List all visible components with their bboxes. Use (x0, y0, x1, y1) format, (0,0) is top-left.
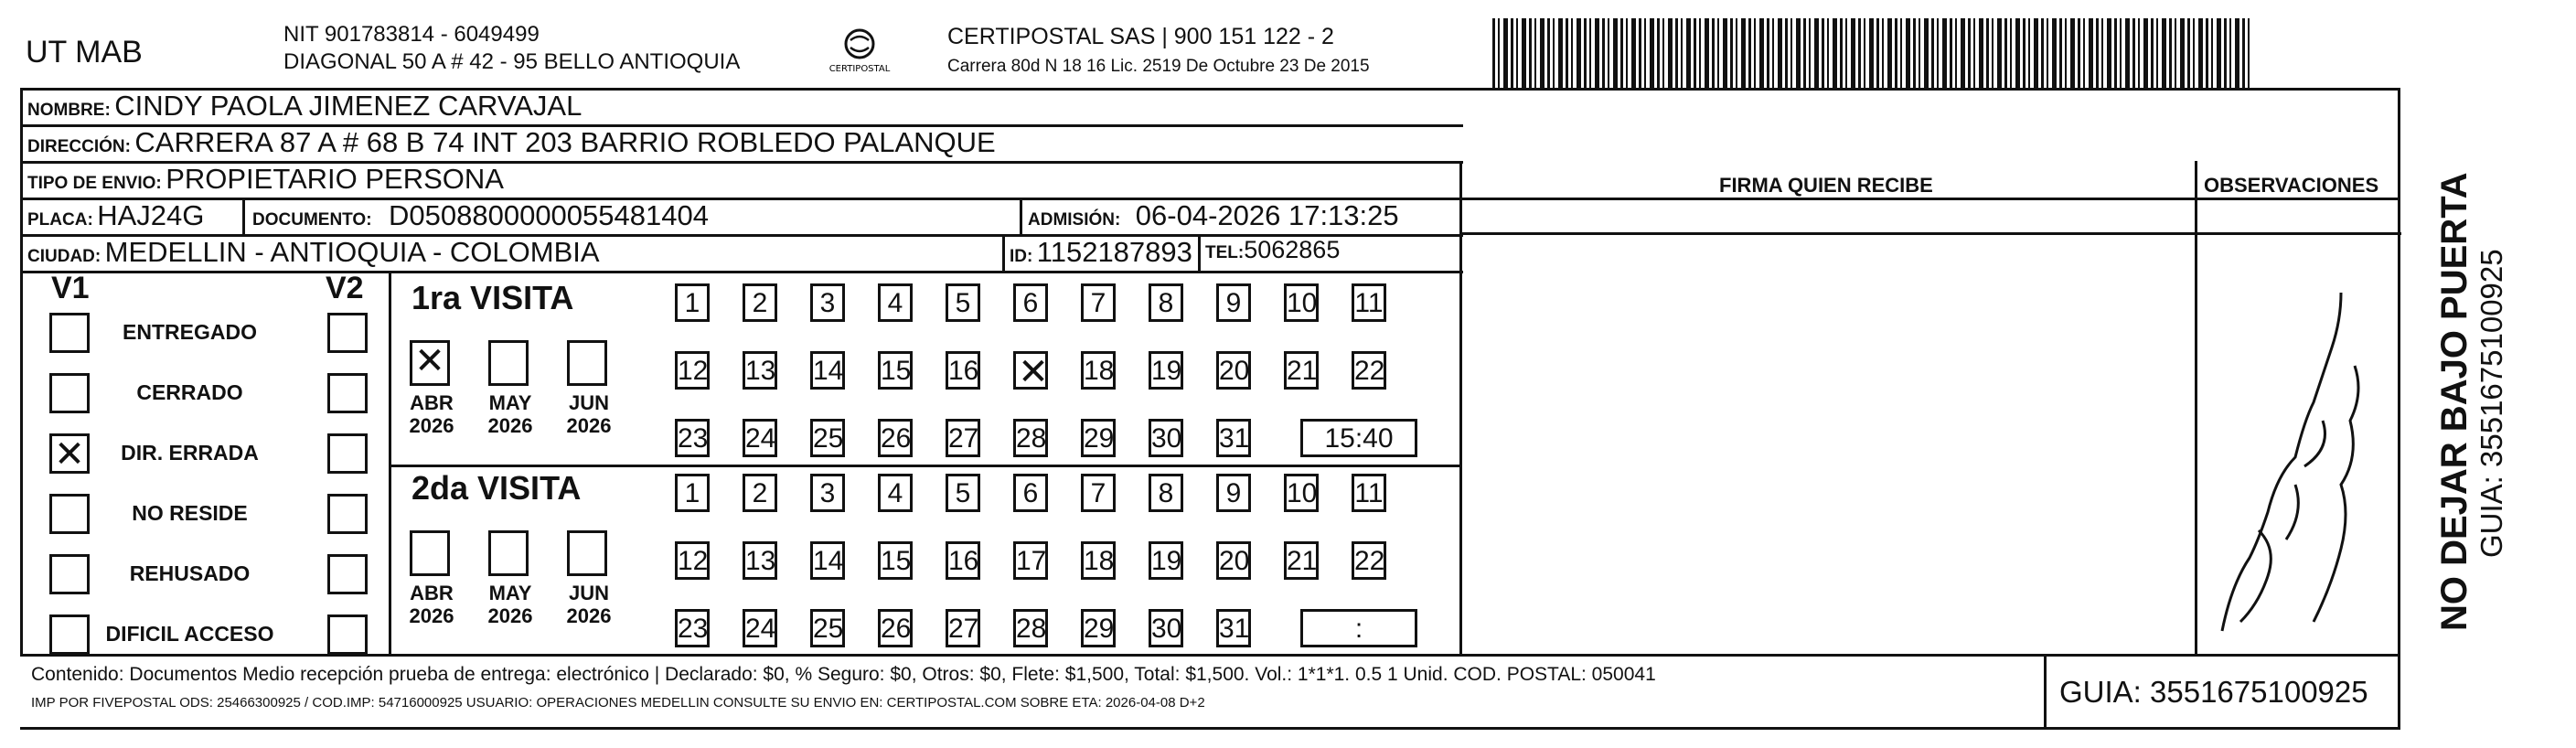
visit2-day-24[interactable]: 24 (743, 609, 777, 647)
direccion-field: DIRECCIÓN: CARRERA 87 A # 68 B 74 INT 203 BARRIO ROBLEDO PALANQUE (27, 126, 996, 158)
visit1-day-28[interactable]: 28 (1013, 419, 1048, 457)
ciudad-field: CIUDAD: MEDELLIN - ANTIOQUIA - COLOMBIA (27, 236, 600, 268)
visit1-day-20[interactable]: 20 (1216, 351, 1251, 390)
visit1-day-12[interactable]: 12 (675, 351, 710, 390)
visit2-day-14[interactable]: 14 (810, 541, 845, 580)
visit1-day-29[interactable]: 29 (1081, 419, 1116, 457)
courier-logo (823, 27, 896, 82)
visit1-month-checkbox-2[interactable] (567, 340, 607, 386)
status-label-2: DIR. ERRADA (121, 441, 259, 465)
visit2-day-23[interactable]: 23 (675, 609, 710, 647)
visit2-day-22[interactable]: 22 (1352, 541, 1386, 580)
id-value: 1152187893 (1036, 236, 1192, 268)
visit2-day-19[interactable]: 19 (1149, 541, 1183, 580)
visit1-day-18[interactable]: 18 (1081, 351, 1116, 390)
visit2-day-18[interactable]: 18 (1081, 541, 1116, 580)
visit1-time-field[interactable]: 15:40 (1300, 419, 1417, 457)
visit2-day-1[interactable]: 1 (675, 474, 710, 512)
footer-guia: GUIA: 3551675100925 (2059, 675, 2368, 709)
visit1-title: 1ra VISITA (412, 279, 574, 316)
admision-field: ADMISIÓN: 06-04-2026 17:13:25 (1028, 199, 1399, 231)
documento-value: D0508800000055481404 (389, 199, 709, 231)
tel-value: 5062865 (1244, 236, 1341, 263)
visit1-day-4[interactable]: 4 (878, 283, 913, 322)
visit2-day-28[interactable]: 28 (1013, 609, 1048, 647)
visit2-day-5[interactable]: 5 (946, 474, 980, 512)
v1-header: V1 (51, 271, 90, 305)
status-label-3: NO RESIDE (132, 501, 248, 525)
visit1-day-27[interactable]: 27 (946, 419, 980, 457)
visit1-day-7[interactable]: 7 (1081, 283, 1116, 322)
nombre-value: CINDY PAOLA JIMENEZ CARVAJAL (114, 90, 583, 122)
visit2-day-9[interactable]: 9 (1216, 474, 1251, 512)
visit2-day-4[interactable]: 4 (878, 474, 913, 512)
visit2-day-25[interactable]: 25 (810, 609, 845, 647)
visit2-month-label-1: MAY 2026 (487, 582, 533, 627)
visit1-day-13[interactable]: 13 (743, 351, 777, 390)
visit2-day-30[interactable]: 30 (1149, 609, 1183, 647)
status-label-1: CERRADO (136, 380, 243, 404)
placa-value: HAJ24G (97, 199, 205, 231)
visit1-day-14[interactable]: 14 (810, 351, 845, 390)
company-address: DIAGONAL 50 A # 42 - 95 BELLO ANTIOQUIA (283, 49, 741, 74)
visit2-day-21[interactable]: 21 (1284, 541, 1319, 580)
x-mark-icon: ✕ (1018, 351, 1049, 393)
visit2-day-17[interactable]: 17 (1013, 541, 1048, 580)
visit1-day-8[interactable]: 8 (1149, 283, 1183, 322)
v2-checkbox-0[interactable] (327, 313, 368, 353)
visit1-month-checkbox-1[interactable] (488, 340, 529, 386)
status-label-4: REHUSADO (129, 561, 251, 585)
visit2-day-10[interactable]: 10 (1284, 474, 1319, 512)
courier-license: Carrera 80d N 18 16 Lic. 2519 De Octubre 23 De 2015 (947, 57, 1370, 76)
visit2-day-13[interactable]: 13 (743, 541, 777, 580)
visit2-day-11[interactable]: 11 (1352, 474, 1386, 512)
ciudad-value: MEDELLIN - ANTIOQUIA - COLOMBIA (104, 236, 600, 268)
visit1-month-checkbox-0[interactable] (410, 340, 450, 386)
documento-field: DOCUMENTO: D0508800000055481404 (252, 199, 709, 231)
direccion-value: CARRERA 87 A # 68 B 74 INT 203 BARRIO ROBLEDO PALANQUE (134, 126, 996, 158)
tipo-envio-field: TIPO DE ENVIO: PROPIETARIO PERSONA (27, 163, 504, 195)
visit1-day-19[interactable]: 19 (1149, 351, 1183, 390)
visit1-month-label-2: JUN 2026 (566, 391, 612, 437)
barcode (1492, 18, 2250, 90)
visit2-day-2[interactable]: 2 (743, 474, 777, 512)
visit1-month-label-0: ABR 2026 (409, 391, 454, 437)
tel-field: TEL:5062865 (1205, 236, 1341, 263)
id-field: ID: 1152187893 (1010, 236, 1192, 268)
visit2-day-15[interactable]: 15 (878, 541, 913, 580)
visit2-time-field[interactable]: : (1300, 609, 1417, 647)
svg-text:CERTIPOSTAL: CERTIPOSTAL (828, 64, 891, 74)
visit2-day-6[interactable]: 6 (1013, 474, 1048, 512)
visit2-month-label-2: JUN 2026 (566, 582, 612, 627)
nombre-field: NOMBRE: CINDY PAOLA JIMENEZ CARVAJAL (27, 90, 583, 122)
visit2-month-checkbox-0[interactable] (410, 530, 450, 576)
side-warning: NO DEJAR BAJO PUERTA (2434, 172, 2474, 631)
visit1-month-label-1: MAY 2026 (487, 391, 533, 437)
visit2-day-20[interactable]: 20 (1216, 541, 1251, 580)
status-label-5: DIFICIL ACCESO (105, 622, 274, 646)
v2-header: V2 (326, 271, 364, 305)
courier-name: CERTIPOSTAL SAS | 900 151 122 - 2 (947, 24, 1334, 49)
visit1-day-3[interactable]: 3 (810, 283, 845, 322)
x-mark-icon: ✕ (414, 340, 445, 382)
visit2-title: 2da VISITA (412, 469, 582, 507)
visit2-day-31[interactable]: 31 (1216, 609, 1251, 647)
firma-header: FIRMA QUIEN RECIBE (1719, 174, 1933, 197)
visit1-day-1[interactable]: 1 (675, 283, 710, 322)
visit2-day-3[interactable]: 3 (810, 474, 845, 512)
admision-value: 06-04-2026 17:13:25 (1135, 199, 1399, 231)
v2-checkbox-3[interactable] (327, 494, 368, 534)
v2-checkbox-2[interactable] (327, 433, 368, 474)
visit1-day-26[interactable]: 26 (878, 419, 913, 457)
observaciones-header: OBSERVACIONES (2204, 174, 2379, 197)
visit1-day-22[interactable]: 22 (1352, 351, 1386, 390)
visit1-day-30[interactable]: 30 (1149, 419, 1183, 457)
observaciones-handwriting (2204, 238, 2378, 649)
visit1-day-21[interactable]: 21 (1284, 351, 1319, 390)
visit2-month-checkbox-2[interactable] (567, 530, 607, 576)
visit1-day-16[interactable]: 16 (946, 351, 980, 390)
visit1-day-5[interactable]: 5 (946, 283, 980, 322)
placa-field: PLACA: HAJ24G (27, 199, 205, 231)
tipo-envio-value: PROPIETARIO PERSONA (166, 163, 504, 195)
visit2-day-27[interactable]: 27 (946, 609, 980, 647)
visit2-day-16[interactable]: 16 (946, 541, 980, 580)
footer-contenido: Contenido: Documentos Medio recepción prueba de entrega: electrónico | Declarado: $0, % Seguro: $0, Otros: $0, Flete: $1,500, Total: $1,500. Vol.: 1*1*1. 0.5 1 Unid. COD. POSTAL: 050041 (31, 664, 1656, 685)
footer-imp: IMP POR FIVEPOSTAL ODS: 25466300925 / COD.IMP: 54716000925 USUARIO: OPERACIONES MEDELLIN CONSULTE SU ENVIO EN: CERTIPOSTAL.COM SOBRE ETA: 2026-04-08 D+2 (31, 695, 1205, 711)
visit2-day-7[interactable]: 7 (1081, 474, 1116, 512)
visit2-day-12[interactable]: 12 (675, 541, 710, 580)
visit1-day-11[interactable]: 11 (1352, 283, 1386, 322)
visit1-day-9[interactable]: 9 (1216, 283, 1251, 322)
v2-checkbox-1[interactable] (327, 373, 368, 413)
visit2-month-label-0: ABR 2026 (409, 582, 454, 627)
visit1-day-15[interactable]: 15 (878, 351, 913, 390)
visit1-day-31[interactable]: 31 (1216, 419, 1251, 457)
visit1-day-17[interactable] (1013, 351, 1049, 393)
company-name: UT MAB (26, 35, 143, 69)
visit1-day-23[interactable]: 23 (675, 419, 710, 457)
visit1-day-24[interactable]: 24 (743, 419, 777, 457)
visit2-day-8[interactable]: 8 (1149, 474, 1183, 512)
visit1-day-6[interactable]: 6 (1013, 283, 1048, 322)
visit1-day-10[interactable]: 10 (1284, 283, 1319, 322)
visit2-month-checkbox-1[interactable] (488, 530, 529, 576)
side-guia: GUIA: 3551675100925 (2474, 249, 2508, 558)
status-label-0: ENTREGADO (123, 320, 257, 344)
visit1-day-25[interactable]: 25 (810, 419, 845, 457)
visit2-day-26[interactable]: 26 (878, 609, 913, 647)
visit1-day-2[interactable]: 2 (743, 283, 777, 322)
visit2-day-29[interactable]: 29 (1081, 609, 1116, 647)
x-mark-icon: ✕ (54, 433, 85, 476)
v2-checkbox-5[interactable] (327, 614, 368, 655)
v2-checkbox-4[interactable] (327, 554, 368, 594)
company-nit: NIT 901783814 - 6049499 (283, 22, 540, 47)
